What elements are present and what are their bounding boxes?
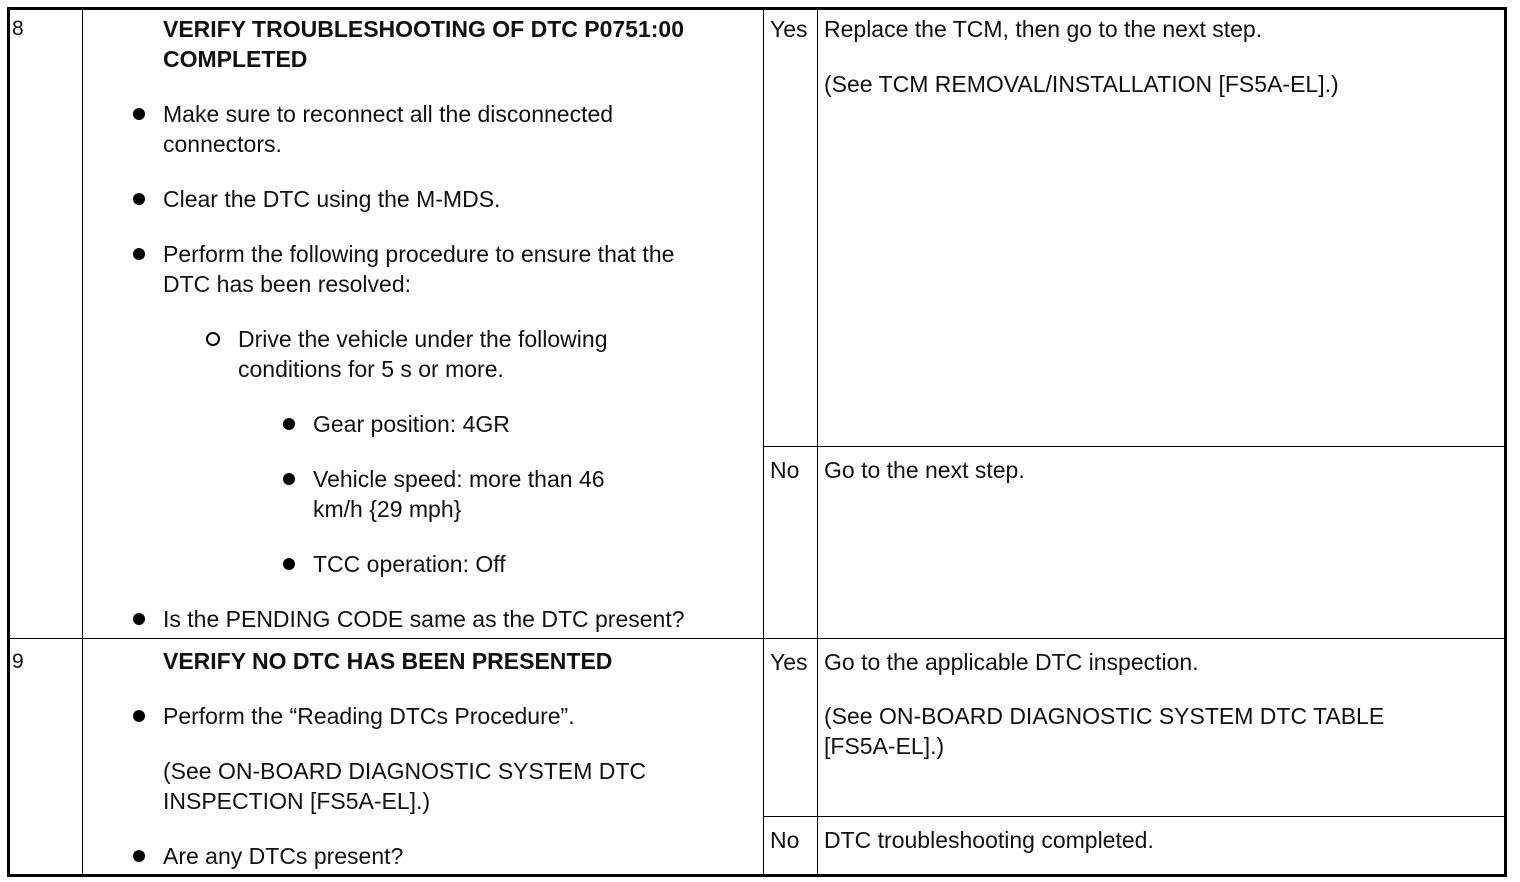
- bullet-icon: [133, 108, 145, 120]
- bullet-icon: [133, 248, 145, 260]
- action-reference: (See ON-BOARD DIAGNOSTIC SYSTEM DTC TABLE: [824, 703, 1385, 729]
- instruction-line: Perform the “Reading DTCs Procedure”.: [163, 703, 575, 729]
- answer-yes: Yes: [770, 16, 808, 42]
- condition-line: km/h {29 mph}: [313, 496, 462, 522]
- column-divider-answer: [763, 9, 764, 875]
- action-line: Go to the applicable DTC inspection.: [824, 649, 1199, 675]
- question-line: Is the PENDING CODE same as the DTC present?: [163, 606, 685, 632]
- bullet-icon: [133, 850, 145, 862]
- bullet-icon: [133, 710, 145, 722]
- instruction-line: connectors.: [163, 131, 282, 157]
- instruction-line: Clear the DTC using the M-MDS.: [163, 186, 501, 212]
- instruction-line: DTC has been resolved:: [163, 271, 412, 297]
- bullet-icon: [283, 473, 295, 485]
- instruction-line: conditions for 5 s or more.: [238, 356, 504, 382]
- column-divider-action: [817, 9, 818, 875]
- condition-line: Gear position: 4GR: [313, 411, 510, 437]
- instruction-line: Perform the following procedure to ensure that the: [163, 241, 675, 267]
- step-number: 8: [12, 17, 24, 40]
- instruction-line: Drive the vehicle under the following: [238, 326, 608, 352]
- answer-yes: Yes: [770, 649, 808, 675]
- action-line: Go to the next step.: [824, 457, 1025, 483]
- row-divider-9-yes-no: [763, 816, 1505, 817]
- step-heading-line-1: VERIFY NO DTC HAS BEEN PRESENTED: [163, 648, 613, 674]
- action-reference: [FS5A-EL].): [824, 733, 945, 759]
- question-line: Are any DTCs present?: [163, 843, 404, 869]
- instruction-line: Make sure to reconnect all the disconnected: [163, 101, 614, 127]
- bullet-icon: [133, 193, 145, 205]
- sub-bullet-icon: [206, 332, 220, 346]
- column-divider-step: [82, 9, 83, 875]
- condition-line: TCC operation: Off: [313, 551, 506, 577]
- step-heading-line-1: VERIFY TROUBLESHOOTING OF DTC P0751:00: [163, 16, 685, 42]
- row-divider-8-9: [9, 638, 1505, 639]
- answer-no: No: [770, 457, 800, 483]
- step-heading-line-2: COMPLETED: [163, 46, 308, 72]
- bullet-icon: [283, 558, 295, 570]
- action-line: DTC troubleshooting completed.: [824, 827, 1154, 853]
- condition-line: Vehicle speed: more than 46: [313, 466, 605, 492]
- instruction-reference: (See ON-BOARD DIAGNOSTIC SYSTEM DTC: [163, 758, 647, 784]
- action-line: Replace the TCM, then go to the next step.: [824, 16, 1263, 42]
- bullet-icon: [283, 418, 295, 430]
- instruction-reference: INSPECTION [FS5A-EL].): [163, 788, 431, 814]
- row-divider-8-yes-no: [763, 446, 1505, 447]
- bullet-icon: [133, 613, 145, 625]
- step-number: 9: [12, 650, 24, 673]
- action-reference: (See TCM REMOVAL/INSTALLATION [FS5A-EL].): [824, 71, 1339, 97]
- answer-no: No: [770, 827, 800, 853]
